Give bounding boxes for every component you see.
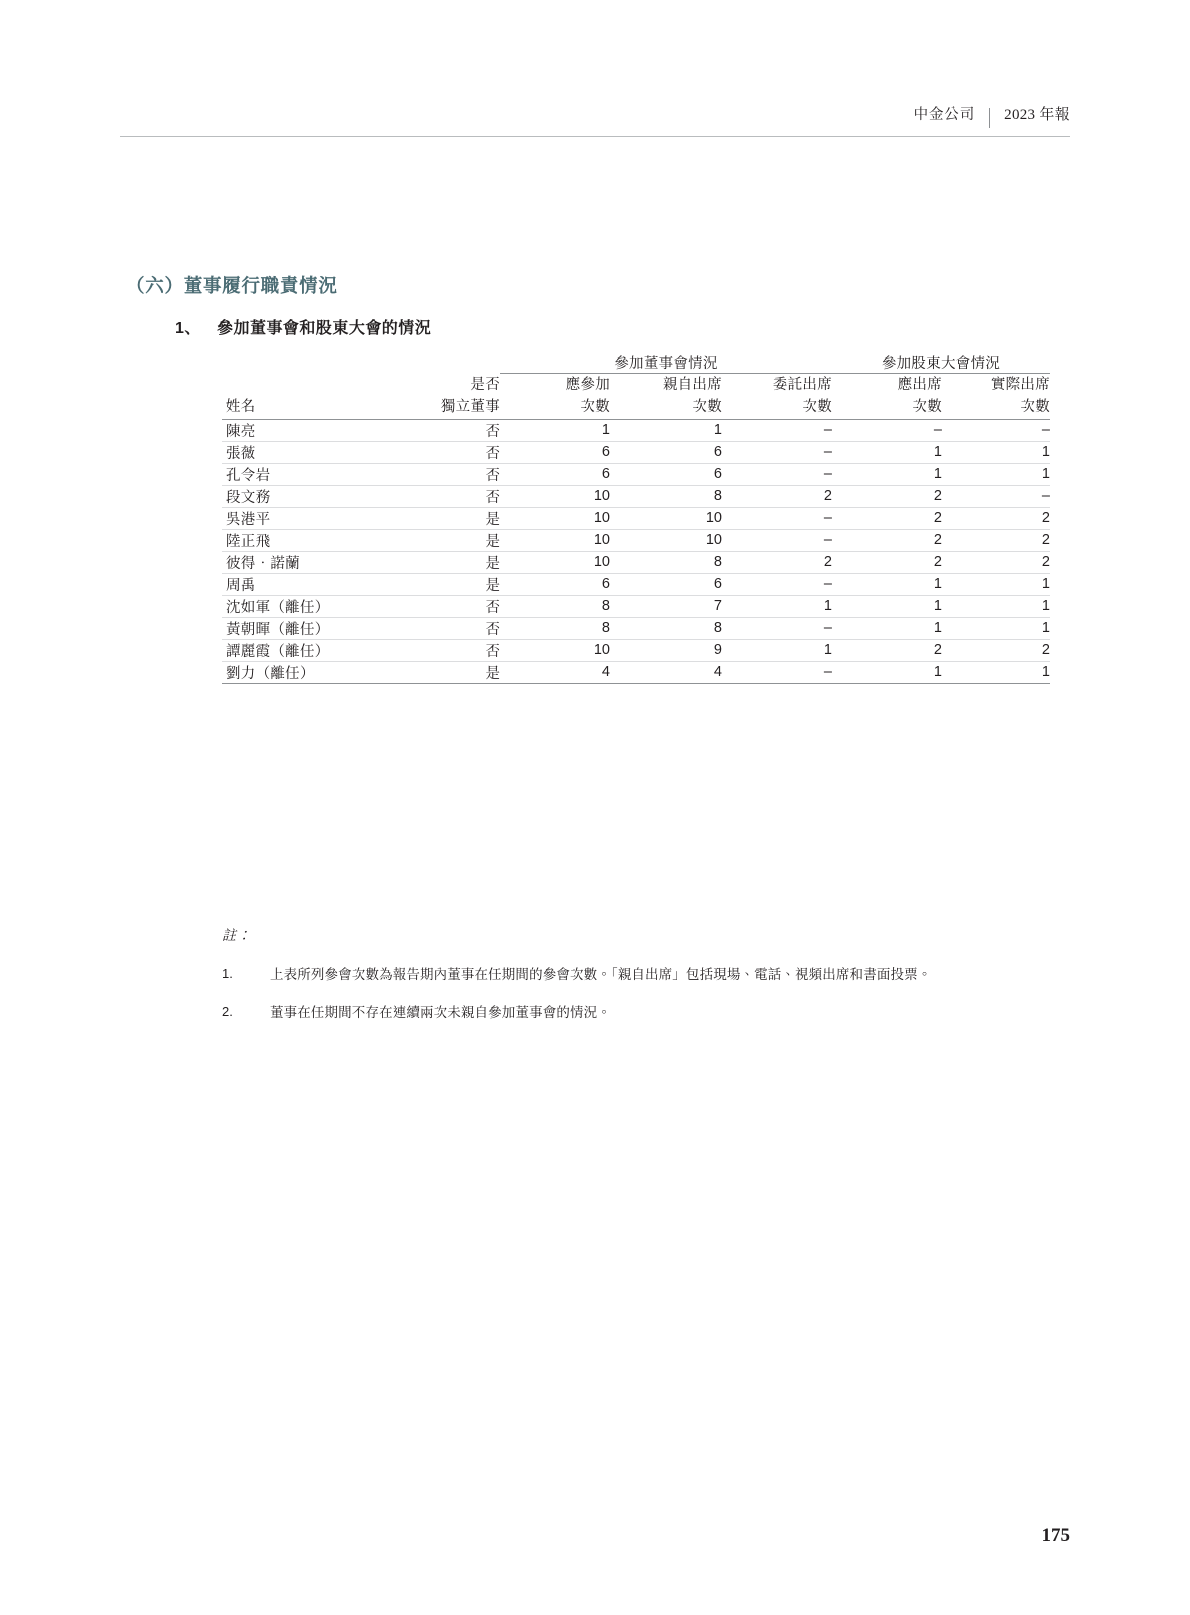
cell-independent: 否 [382, 595, 500, 617]
cell-in-person-board: 7 [610, 595, 722, 617]
board-attendance-table-wrapper [222, 352, 1050, 684]
page-header [120, 108, 1070, 148]
table-row [222, 419, 1050, 441]
column-header-actual-shareholder-line1: 實際出席 [990, 377, 1050, 393]
cell-should-attend-shareholder: 1 [832, 573, 942, 595]
group-header-spacer-name [222, 352, 382, 374]
header-company-name: 中金公司 [913, 107, 976, 123]
cell-in-person-board: 6 [610, 573, 722, 595]
note-text: 上表所列參會次數為報告期內董事在任期間的參會次數。「親自出席」包括現場、電話、視頻出席和書面投票。 [270, 967, 932, 982]
cell-should-attend-shareholder: 1 [832, 595, 942, 617]
cell-should-attend-shareholder: 2 [832, 507, 942, 529]
cell-director-name: 孔令岩 [222, 463, 382, 485]
header-report-year: 2023 年報 [1004, 107, 1070, 123]
column-header-independent [382, 374, 500, 420]
cell-should-attend-board: 6 [500, 463, 610, 485]
page-number: 175 [1041, 1525, 1070, 1546]
cell-independent: 否 [382, 463, 500, 485]
cell-director-name: 沈如軍（離任） [222, 595, 382, 617]
cell-proxy-board: 2 [722, 551, 832, 573]
cell-director-name: 周禹 [222, 573, 382, 595]
cell-should-attend-board: 10 [500, 507, 610, 529]
subsection-title: 參加董事會和股東大會的情況 [217, 320, 432, 337]
cell-actual-shareholder: 2 [942, 507, 1050, 529]
notes-section [222, 925, 1052, 1038]
cell-independent: 否 [382, 441, 500, 463]
column-header-actual-shareholder-line2: 次數 [1020, 399, 1050, 416]
cell-in-person-board: 10 [610, 507, 722, 529]
column-header-proxy-board [722, 374, 832, 420]
cell-in-person-board: 6 [610, 441, 722, 463]
column-header-independent-line1: 是否 [470, 377, 500, 393]
cell-in-person-board: 8 [610, 617, 722, 639]
cell-actual-shareholder: 1 [942, 441, 1050, 463]
table-row [222, 551, 1050, 573]
cell-should-attend-shareholder: 2 [832, 551, 942, 573]
cell-actual-shareholder: 1 [942, 573, 1050, 595]
section-title: （六）董事履行職責情況 [126, 275, 338, 296]
cell-proxy-board: – [722, 507, 832, 529]
column-header-should-attend-board-line1: 應參加 [565, 377, 610, 393]
cell-independent: 否 [382, 419, 500, 441]
cell-proxy-board: – [722, 419, 832, 441]
notes-label: 註： [222, 927, 252, 943]
subsection-number: 1、 [175, 320, 201, 337]
group-header-row [222, 352, 1050, 374]
table-body [222, 419, 1050, 683]
column-header-actual-shareholder [942, 374, 1050, 420]
column-header-proxy-board-line1: 委託出席 [772, 377, 832, 393]
cell-proxy-board: – [722, 617, 832, 639]
cell-director-name: 譚麗霞（離任） [222, 639, 382, 661]
note-item [222, 963, 1052, 987]
cell-independent: 是 [382, 551, 500, 573]
cell-actual-shareholder: – [942, 419, 1050, 441]
table-row [222, 573, 1050, 595]
cell-in-person-board: 8 [610, 485, 722, 507]
table-row [222, 661, 1050, 683]
cell-in-person-board: 9 [610, 639, 722, 661]
board-attendance-table [222, 352, 1050, 684]
cell-should-attend-shareholder: – [832, 419, 942, 441]
column-header-should-attend-shareholder [832, 374, 942, 420]
cell-proxy-board: – [722, 661, 832, 683]
cell-in-person-board: 1 [610, 419, 722, 441]
cell-proxy-board: – [722, 463, 832, 485]
column-header-name [222, 374, 382, 420]
cell-independent: 是 [382, 661, 500, 683]
cell-in-person-board: 8 [610, 551, 722, 573]
cell-should-attend-shareholder: 1 [832, 441, 942, 463]
table-row [222, 463, 1050, 485]
cell-independent: 否 [382, 639, 500, 661]
cell-director-name: 黃朝暉（離任） [222, 617, 382, 639]
cell-director-name: 劉力（離任） [222, 661, 382, 683]
cell-independent: 否 [382, 485, 500, 507]
cell-should-attend-board: 10 [500, 551, 610, 573]
cell-should-attend-board: 6 [500, 573, 610, 595]
cell-should-attend-shareholder: 1 [832, 463, 942, 485]
cell-should-attend-board: 4 [500, 661, 610, 683]
group-header-shareholder: 參加股東大會情況 [832, 352, 1050, 374]
column-header-should-attend-shareholder-line2: 次數 [912, 399, 942, 416]
cell-should-attend-board: 10 [500, 639, 610, 661]
column-header-should-attend-shareholder-line1: 應出席 [897, 377, 942, 393]
cell-actual-shareholder: – [942, 485, 1050, 507]
cell-actual-shareholder: 1 [942, 617, 1050, 639]
note-number: 1. [222, 966, 233, 981]
column-header-in-person-board [610, 374, 722, 420]
cell-independent: 否 [382, 617, 500, 639]
column-header-row [222, 374, 1050, 420]
note-item [222, 1001, 1052, 1025]
cell-proxy-board: 1 [722, 639, 832, 661]
table-row [222, 507, 1050, 529]
cell-proxy-board: 1 [722, 595, 832, 617]
column-header-should-attend-board-line2: 次數 [580, 399, 610, 416]
cell-should-attend-board: 8 [500, 617, 610, 639]
note-text: 董事在任期間不存在連續兩次未親自參加董事會的情況。 [270, 1004, 611, 1020]
table-row [222, 441, 1050, 463]
column-header-proxy-board-line2: 次數 [802, 399, 832, 416]
cell-actual-shareholder: 1 [942, 463, 1050, 485]
cell-should-attend-board: 6 [500, 441, 610, 463]
group-header-board: 參加董事會情況 [500, 352, 832, 374]
cell-director-name: 張薇 [222, 441, 382, 463]
table-row [222, 617, 1050, 639]
column-header-should-attend-board [500, 374, 610, 420]
cell-proxy-board: – [722, 529, 832, 551]
subsection-heading [175, 315, 431, 338]
cell-director-name: 吳港平 [222, 507, 382, 529]
cell-in-person-board: 4 [610, 661, 722, 683]
cell-should-attend-shareholder: 1 [832, 661, 942, 683]
note-number: 2. [222, 1003, 233, 1019]
cell-actual-shareholder: 1 [942, 661, 1050, 683]
table-row [222, 595, 1050, 617]
cell-should-attend-board: 8 [500, 595, 610, 617]
cell-independent: 是 [382, 529, 500, 551]
cell-should-attend-shareholder: 1 [832, 617, 942, 639]
group-header-spacer-independent [382, 352, 500, 374]
column-header-in-person-board-line1: 親自出席 [662, 377, 722, 393]
column-header-in-person-board-line2: 次數 [692, 399, 722, 416]
cell-should-attend-shareholder: 2 [832, 529, 942, 551]
cell-should-attend-board: 10 [500, 485, 610, 507]
cell-actual-shareholder: 2 [942, 529, 1050, 551]
table-row [222, 485, 1050, 507]
cell-proxy-board: – [722, 441, 832, 463]
cell-proxy-board: 2 [722, 485, 832, 507]
cell-should-attend-board: 10 [500, 529, 610, 551]
cell-director-name: 彼得‧諾蘭 [222, 551, 382, 573]
cell-should-attend-shareholder: 2 [832, 485, 942, 507]
cell-director-name: 陳亮 [222, 419, 382, 441]
table-row [222, 639, 1050, 661]
cell-director-name: 段文務 [222, 485, 382, 507]
header-inner [120, 108, 1070, 137]
cell-proxy-board: – [722, 573, 832, 595]
cell-actual-shareholder: 2 [942, 639, 1050, 661]
table-head [222, 352, 1050, 419]
cell-independent: 是 [382, 573, 500, 595]
cell-director-name: 陸正飛 [222, 529, 382, 551]
cell-actual-shareholder: 2 [942, 551, 1050, 573]
cell-in-person-board: 10 [610, 529, 722, 551]
cell-should-attend-board: 1 [500, 419, 610, 441]
column-header-independent-line2: 獨立董事 [440, 399, 500, 416]
cell-should-attend-shareholder: 2 [832, 639, 942, 661]
column-header-name-line2: 姓名 [226, 399, 256, 416]
table-row [222, 529, 1050, 551]
cell-independent: 是 [382, 507, 500, 529]
cell-actual-shareholder: 1 [942, 595, 1050, 617]
cell-in-person-board: 6 [610, 463, 722, 485]
